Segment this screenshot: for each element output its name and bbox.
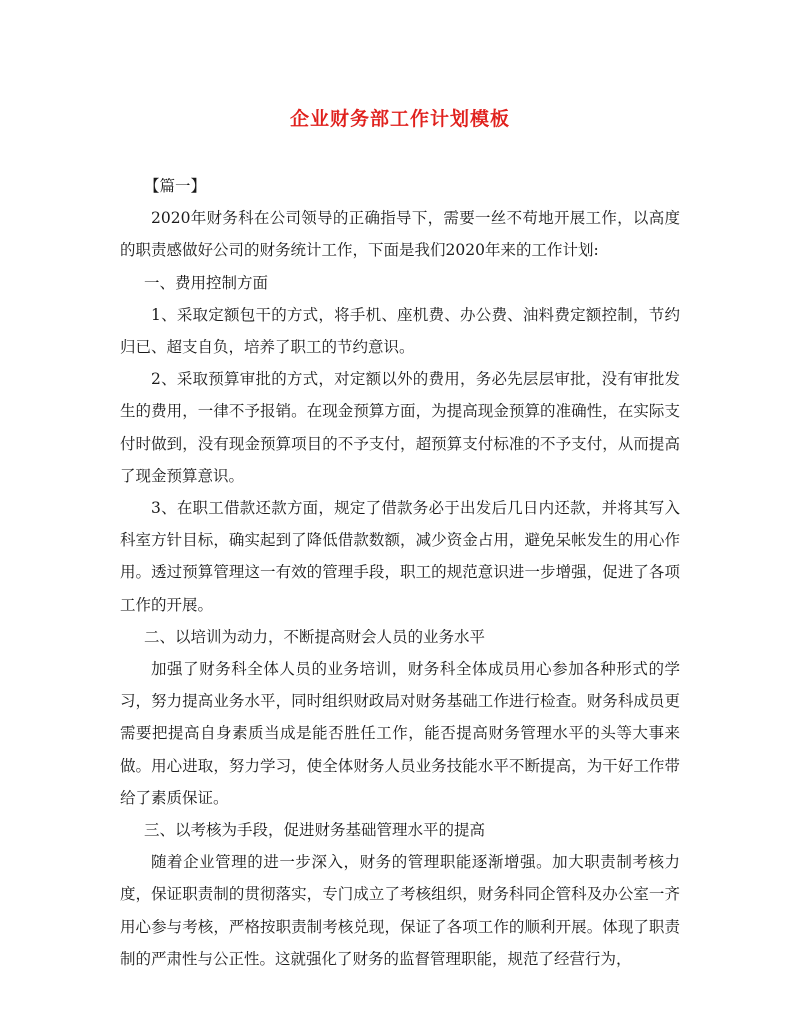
paragraph-training: 加强了财务科全体人员的业务培训，财务科全体成员用心参加各种形式的学习，努力提高业务水平，同时组织财政局对财务基础工作进行检查。财务科成员更需要把提高自身素质当成是能否胜任工作，能否提高财务管理水平的头等大事来做。用心进取，努力学习，使全体财务人员业务技能水平不断提高，为干好工作带给了素质保证。 xyxy=(120,660,680,807)
paragraph-item-2: 2、采取预算审批的方式，对定额以外的费用，务必先层层审批，没有审批发生的费用，一律不予报销。在现金预算方面，为提高现金预算的准确性，在实际支付时做到，没有现金预算项目的不予支付，超预算支付标准的不予支付，从而提高了现金预算意识。 xyxy=(120,370,680,485)
document-body xyxy=(120,170,680,975)
paragraph-item-1: 1、采取定额包干的方式，将手机、座机费、办公费、油料费定额控制，节约归已、超支自负，培养了职工的节约意识。 xyxy=(120,305,680,357)
intro-paragraph: 2020年财务科在公司领导的正确指导下，需要一丝不苟地开展工作，以高度的职责感做好公司的财务统计工作，下面是我们2020年来的工作计划: xyxy=(120,209,680,260)
section-heading-1: 一、费用控制方面 xyxy=(144,273,269,292)
document-title: 企业财务部工作计划模板 xyxy=(289,108,510,130)
section-heading-3: 三、以考核为手段，促进财务基础管理水平的提高 xyxy=(144,821,486,840)
section-heading-2: 二、以培训为动力，不断提高财会人员的业务水平 xyxy=(144,627,486,646)
paragraph-item-3: 3、在职工借款还款方面，规定了借款务必于出发后几日内还款，并将其写入科室方针目标，确实起到了降低借款数额，减少资金占用，避免呆帐发生的用心作用。透过预算管理这一有效的管理手段，职工的规范意识进一步增强，促进了各项工作的开展。 xyxy=(120,499,680,614)
paragraph-assessment: 随着企业管理的进一步深入，财务的管理职能逐渐增强。加大职责制考核力度，保证职责制的贯彻落实，专门成立了考核组织，财务科同企管科及办公室一齐用心参与考核，严格按职责制考核兑现，保证了各项工作的顺利开展。体现了职责制的严肃性与公正性。这就强化了财务的监督管理职能，规范了经营行为， xyxy=(120,853,680,968)
section-tag: 【篇一】 xyxy=(144,177,207,195)
